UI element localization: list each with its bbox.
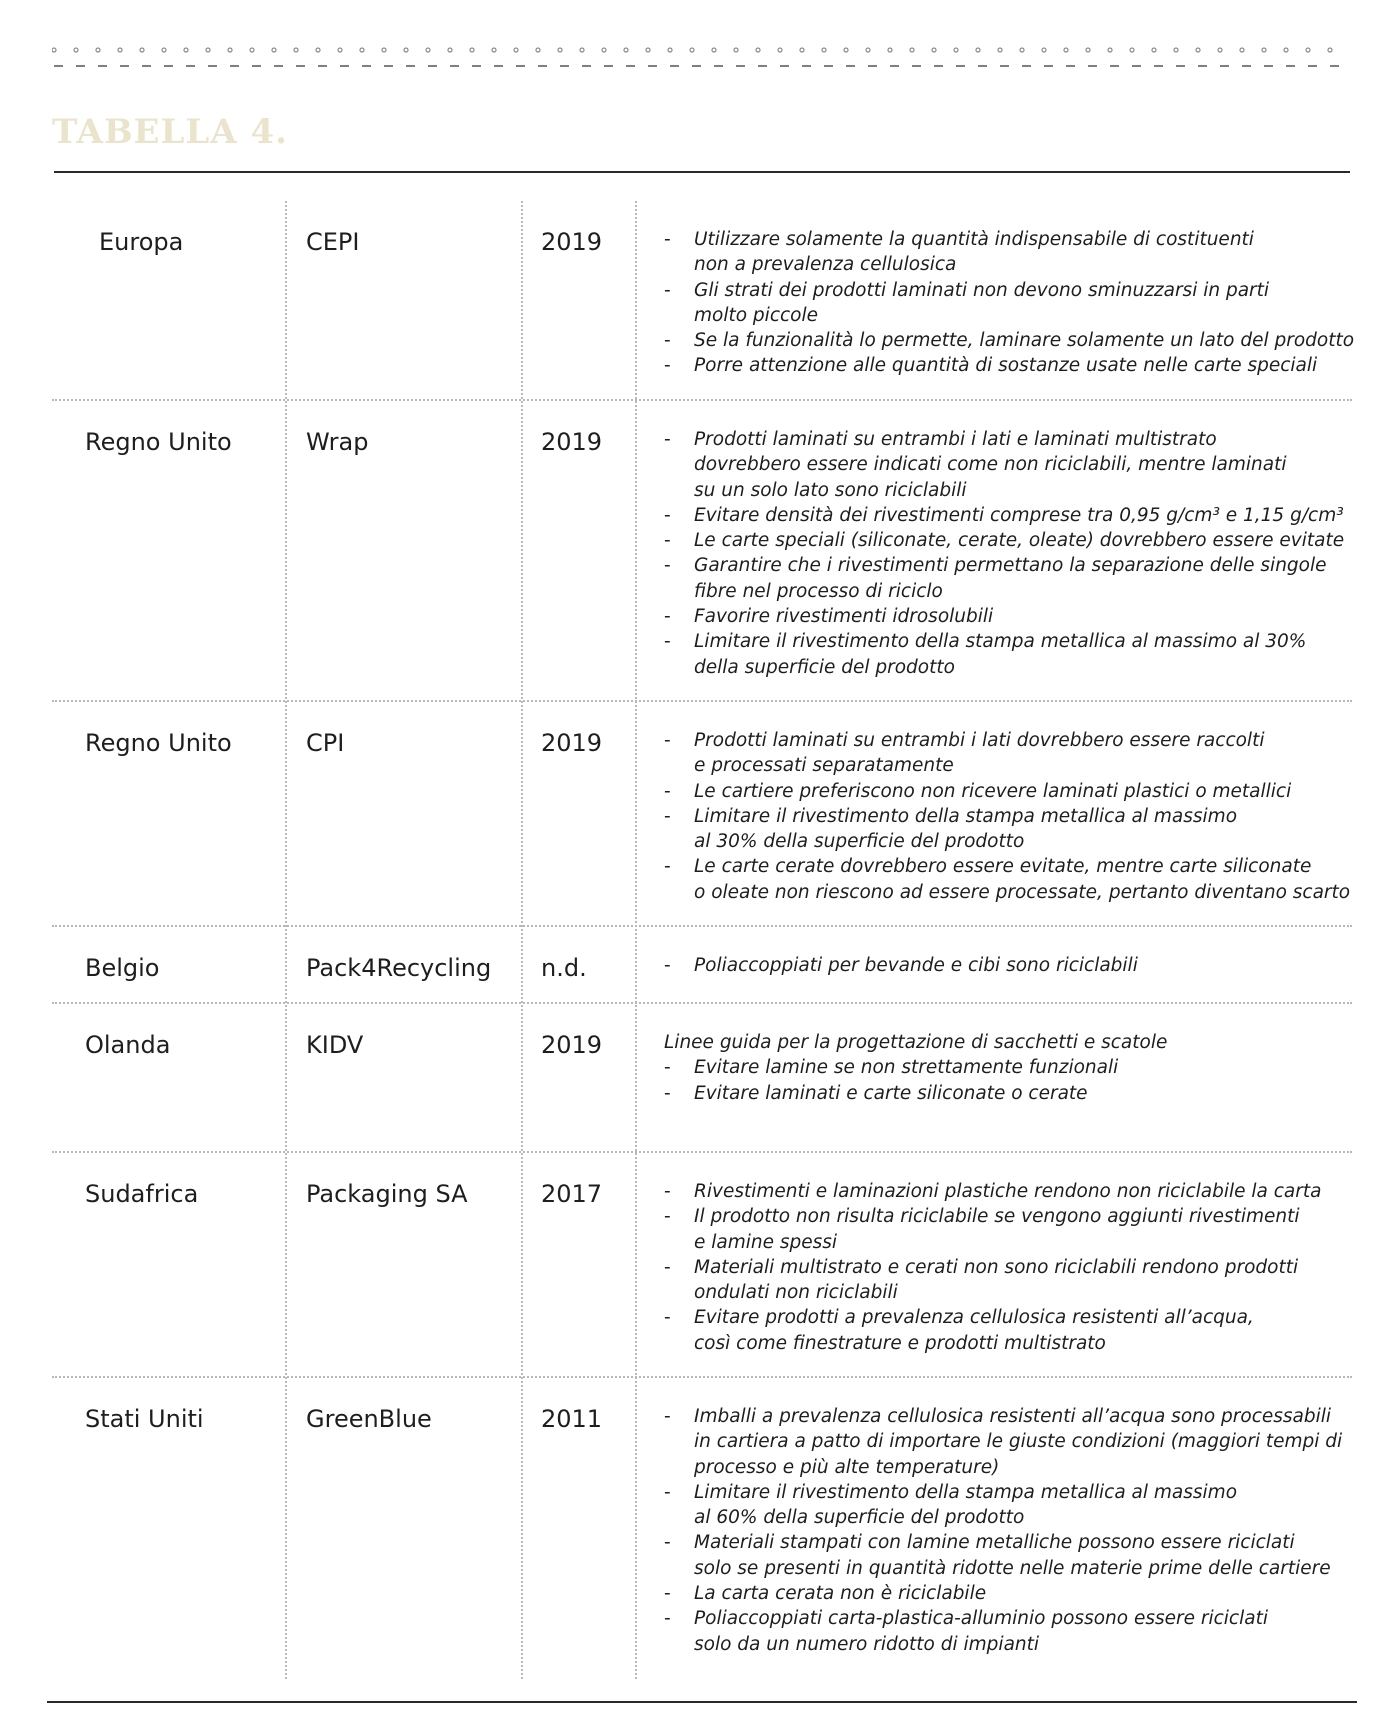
guideline-item: - Prodotti laminati su entrambi i lati e laminati multistrato dovrebbero essere indicati come non riciclabili, mentre laminati su un solo lato sono riciclabili [664,427,1354,503]
year-cell: 2011 [541,1405,603,1433]
guideline-item: - Limitare il rivestimento della stampa metallica al massimo al 30% della superficie del prodotto [664,804,1354,855]
border-dot [822,48,826,52]
border-dot [470,48,474,52]
border-dot [778,48,782,52]
title-rule [54,171,1350,173]
guideline-item: - Prodotti laminati su entrambi i lati dovrebbero essere raccolti e processati separatamente [664,728,1354,779]
border-dot [448,48,452,52]
border-dot [1064,48,1068,52]
year-cell: 2019 [541,1031,603,1059]
guidelines-cell [664,227,1354,379]
border-dot [52,48,56,52]
border-dot [74,48,78,52]
guidelines-list [664,728,1354,905]
guideline-item: - Il prodotto non risulta riciclabile se vengono aggiunti rivestimenti e lamine spessi [664,1204,1354,1255]
border-dot [1328,48,1332,52]
border-dot [998,48,1002,52]
border-dot [1174,48,1178,52]
country-cell: Belgio [85,954,160,982]
guidelines-list [664,953,1354,978]
border-dot [206,48,210,52]
border-dot [118,48,122,52]
border-dot [910,48,914,52]
border-dot [294,48,298,52]
border-dot [492,48,496,52]
border-dot [1218,48,1222,52]
organization-cell: CPI [306,729,345,757]
border-dot [602,48,606,52]
guidelines-list [664,1404,1354,1657]
country-cell: Europa [99,228,184,256]
organization-cell: Packaging SA [306,1180,468,1208]
border-dot [316,48,320,52]
guideline-item: - Le carte cerate dovrebbero essere evitate, mentre carte siliconate o oleate non riescono ad essere processate, pertanto diventano scarto [664,854,1354,905]
border-dot [1042,48,1046,52]
border-dot [976,48,980,52]
guideline-item: - Materiali multistrato e cerati non sono riciclabili rendono prodotti ondulati non riciclabili [664,1255,1354,1306]
guideline-item: - Garantire che i rivestimenti permettano la separazione delle singole fibre nel processo di riciclo [664,553,1354,604]
year-cell: 2017 [541,1180,603,1208]
border-dot [360,48,364,52]
border-dot [382,48,386,52]
table-row [52,1378,1352,1678]
border-dot [756,48,760,52]
table-row [52,927,1352,1004]
border-dot [558,48,562,52]
guideline-item: - Materiali stampati con lamine metalliche possono essere riciclati solo se presenti in quantità ridotte nelle materie prime delle cartiere [664,1530,1354,1581]
organization-cell: Pack4Recycling [306,954,492,982]
border-dot [184,48,188,52]
guidelines-list [664,227,1354,379]
decorative-top-border [52,46,1342,76]
border-dot [338,48,342,52]
guidelines-table [52,201,1355,1678]
guideline-item: - Evitare densità dei rivestimenti comprese tra 0,95 g/cm³ e 1,15 g/cm³ [664,503,1354,528]
border-dot [580,48,584,52]
guidelines-intro: Linee guida per la progettazione di sacchetti e scatole [664,1032,1168,1053]
table-row [52,1004,1352,1153]
border-dot [96,48,100,52]
border-dot [668,48,672,52]
guideline-item: - Limitare il rivestimento della stampa metallica al massimo al 30% della superficie del prodotto [664,629,1354,680]
bottom-rule [47,1701,1357,1703]
organization-cell: CEPI [306,228,360,256]
guidelines-cell [664,953,1354,978]
guideline-item: - Poliaccoppiati carta-plastica-alluminio possono essere riciclati solo da un numero ridotto di impianti [664,1606,1354,1657]
guidelines-cell [664,427,1354,680]
guidelines-cell [664,1030,1354,1106]
border-dot [250,48,254,52]
country-cell: Sudafrica [85,1180,199,1208]
guidelines-cell [664,728,1354,905]
guideline-item: - Le carte speciali (siliconate, cerate, oleate) dovrebbero essere evitate [664,528,1354,553]
border-dot [734,48,738,52]
border-dot [272,48,276,52]
guidelines-list [664,1179,1354,1356]
border-dot [954,48,958,52]
border-dot [162,48,166,52]
year-cell: 2019 [541,428,603,456]
guideline-item: - Limitare il rivestimento della stampa metallica al massimo al 60% della superficie del prodotto [664,1480,1354,1531]
border-dot [514,48,518,52]
border-dot [624,48,628,52]
guideline-item: - Porre attenzione alle quantità di sostanze usate nelle carte speciali [664,353,1354,378]
guideline-item: - Evitare lamine se non strettamente funzionali [664,1055,1354,1080]
border-dot [1130,48,1134,52]
border-dot [646,48,650,52]
country-cell: Stati Uniti [85,1405,204,1433]
border-dot [800,48,804,52]
guideline-item: - Se la funzionalità lo permette, laminare solamente un lato del prodotto [664,328,1354,353]
guideline-item: - Gli strati dei prodotti laminati non devono sminuzzarsi in parti molto piccole [664,278,1354,329]
border-dot [690,48,694,52]
border-dot [228,48,232,52]
table-title: TABELLA 4. [52,112,288,152]
border-dot [844,48,848,52]
border-dot [404,48,408,52]
border-dot [426,48,430,52]
guidelines-cell [664,1179,1354,1356]
guidelines-cell [664,1404,1354,1657]
border-dot [1086,48,1090,52]
border-dot [140,48,144,52]
guideline-item: - Imballi a prevalenza cellulosica resistenti all’acqua sono processabili in cartiera a patto di importare le giuste condizioni (maggiori tempi di processo e più alte temperature) [664,1404,1354,1480]
table-row [52,1153,1352,1378]
year-cell: 2019 [541,729,603,757]
guideline-item: - Le cartiere preferiscono non ricevere laminati plastici o metallici [664,779,1354,804]
border-dot [536,48,540,52]
country-cell: Regno Unito [85,729,232,757]
border-dot [888,48,892,52]
guidelines-list [664,1055,1354,1106]
guideline-item: - Favorire rivestimenti idrosolubili [664,604,1354,629]
border-dot [1240,48,1244,52]
guideline-item: - Poliaccoppiati per bevande e cibi sono riciclabili [664,953,1354,978]
organization-cell: GreenBlue [306,1405,432,1433]
border-dot [1284,48,1288,52]
guideline-item: - Evitare laminati e carte siliconate o cerate [664,1081,1354,1106]
border-dot [932,48,936,52]
guideline-item: - La carta cerata non è riciclabile [664,1581,1354,1606]
year-cell: n.d. [541,954,587,982]
border-dot [866,48,870,52]
country-cell: Olanda [85,1031,171,1059]
border-dot [1108,48,1112,52]
organization-cell: Wrap [306,428,369,456]
country-cell: Regno Unito [85,428,232,456]
border-dot [712,48,716,52]
guidelines-list [664,427,1354,680]
table-row [52,702,1352,927]
year-cell: 2019 [541,228,603,256]
border-dot [1020,48,1024,52]
border-dot [1306,48,1310,52]
guideline-item: - Rivestimenti e laminazioni plastiche rendono non riciclabile la carta [664,1179,1354,1204]
border-dot [1152,48,1156,52]
organization-cell: KIDV [306,1031,364,1059]
border-dot [1196,48,1200,52]
table-row [52,401,1352,702]
guideline-item: - Evitare prodotti a prevalenza cellulosica resistenti all’acqua, così come finestrature e prodotti multistrato [664,1305,1354,1356]
border-dot [1262,48,1266,52]
guideline-item: - Utilizzare solamente la quantità indispensabile di costituenti non a prevalenza cellulosica [664,227,1354,278]
table-row [52,201,1355,401]
